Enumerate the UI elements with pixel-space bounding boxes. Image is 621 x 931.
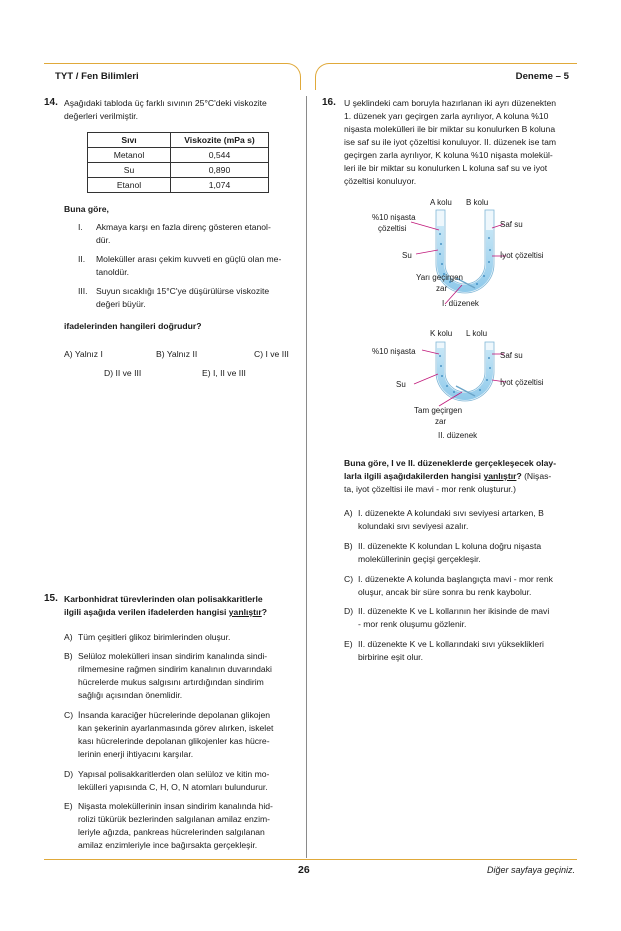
fig2-right-arm-label: L kolu: [466, 329, 488, 338]
q16-question-end: ?: [516, 471, 522, 481]
q14-statement-num: II.: [78, 254, 86, 264]
q16-stem-line: leri ile bir miktar su konulurken L koluna saf su ve iyot: [344, 163, 548, 173]
q16-option-a[interactable]: [344, 507, 576, 535]
q16-number: 16.: [322, 97, 336, 108]
fig2-left-arm-label: K kolu: [430, 329, 453, 338]
q16-question-line2: [344, 470, 551, 483]
fig1-water-label: Su: [402, 251, 412, 260]
q15-number: 15.: [44, 593, 58, 604]
option-letter: E): [344, 639, 353, 649]
q15-stem-line2: [64, 606, 267, 619]
q16-question-emphasis: yanlıştır: [483, 471, 517, 481]
q14-lead: Buna göre,: [64, 204, 109, 214]
table-row: [88, 163, 269, 178]
fig1-caption: I. düzenek: [442, 299, 479, 308]
q16-note: ta, iyot çözeltisi ile mavi - mor renk oluşturur.): [344, 484, 516, 494]
fig2-iodine-label: İyot çözeltisi: [500, 378, 544, 387]
q14-question: ifadelerinden hangileri doğrudur?: [64, 321, 202, 331]
header-title: TYT / Fen Bilimleri: [55, 71, 139, 82]
q14-statement-num: III.: [78, 286, 88, 296]
option-text: amilaz enzimleriyle ince bağırsakta gerçekleşir.: [78, 840, 258, 850]
q14-option-e[interactable]: E) I, II ve III: [202, 368, 246, 378]
table-row: [88, 148, 269, 163]
u-tube-2: [436, 342, 494, 401]
column-divider: [306, 96, 307, 858]
q14-statement-line: Akmaya karşı en fazla direnç gösteren etanol-: [96, 222, 271, 232]
q16-stem-line: geçirgen zarla ayrılıyor, K koluna %10 nişasta molekül-: [344, 150, 553, 160]
q16-option-c[interactable]: [344, 573, 576, 601]
fig2-starch-label: %10 nişasta: [372, 347, 416, 356]
fig2-membrane-label-1: Tam geçirgen: [414, 406, 463, 415]
table-cell: 1,074: [171, 178, 269, 193]
table-cell: Metanol: [88, 148, 171, 163]
option-text: kası hücrelerinde depolanan glikojenler kas hücre-: [78, 736, 270, 746]
q15-stem-line1: Karbonhidrat türevlerinden olan polisakkaritlerle: [64, 594, 263, 604]
q14-statement-line: değeri büyür.: [96, 299, 146, 309]
q14-option-a[interactable]: A) Yalnız I: [64, 349, 103, 359]
q16-note-start: (Nişas-: [521, 471, 552, 481]
option-letter: D): [344, 606, 354, 616]
option-text: hücrelerde mukus salgısını artırdığından sindirim: [78, 677, 264, 687]
option-text: rolizi tükürük bezlerinden salgılanan amilaz enzim-: [78, 814, 271, 824]
table-cell: Su: [88, 163, 171, 178]
option-text: moleküllerinin geçişi gerçekleşir.: [358, 554, 481, 564]
table-header-row: [88, 133, 269, 148]
option-letter: B): [344, 541, 353, 551]
q16-question-line1: Buna göre, I ve II. düzeneklerde gerçekleşecek olay-: [344, 458, 557, 468]
option-text: leriyle ağızda, pankreas hücrelerinden salgılanan: [78, 827, 265, 837]
q14-statement-num: I.: [78, 222, 83, 232]
next-page-note: Diğer sayfaya geçiniz.: [486, 865, 575, 875]
q15-stem-text: ilgili aşağıda verilen ifadelerden hangisi: [64, 607, 229, 617]
q14-statement-line: Moleküller arası çekim kuvveti en güçlü olan me-: [96, 254, 282, 264]
q14-option-d[interactable]: D) II ve III: [104, 368, 142, 378]
q14-statement-line: tanoldür.: [96, 267, 129, 277]
option-text: - mor renk oluşumu gözlenir.: [358, 619, 467, 629]
q14-statement-line: Suyun sıcaklığı 15°C'ye düşürülürse viskozite: [96, 286, 270, 296]
table-cell: Etanol: [88, 178, 171, 193]
table-cell: 0,544: [171, 148, 269, 163]
q15-stem-emphasis: yanlıştır: [228, 607, 262, 617]
table-cell: 0,890: [171, 163, 269, 178]
option-letter: A): [64, 632, 73, 642]
q16-stem-line: U şeklindeki cam boruyla hazırlanan iki ayrı düzenekten: [344, 98, 557, 108]
option-text: birbirine eşit olur.: [358, 652, 423, 662]
q16-stem-line: çözeltisi konuluyor.: [344, 176, 417, 186]
q16-stem-line: ise saf su ile iyot çözeltisi konuluyor. II. düzenek ise tam: [344, 137, 557, 147]
q15-option-e[interactable]: [64, 800, 296, 854]
option-text: İnsanda karaciğer hücrelerinde depolanan glikojen: [78, 710, 271, 720]
fig1-iodine-label: İyot çözeltisi: [500, 251, 544, 260]
header-exam: Deneme – 5: [515, 71, 569, 82]
q14-option-c[interactable]: C) I ve III: [254, 349, 289, 359]
fig1-left-arm-label: A kolu: [430, 198, 452, 207]
q14-statement-line: dür.: [96, 235, 111, 245]
fig1-membrane-label-2: zar: [436, 284, 448, 293]
fig2-caption: II. düzenek: [438, 431, 478, 440]
option-letter: E): [64, 801, 73, 811]
option-text: II. düzenekte K kolundan L koluna doğru nişasta: [358, 541, 542, 551]
viscosity-table: [87, 132, 269, 193]
fig1-starch-label-1: %10 nişasta: [372, 213, 416, 222]
option-text: I. düzenekte A kolundaki sıvı seviyesi artarken, B: [358, 508, 544, 518]
q15-option-d[interactable]: [64, 768, 296, 796]
q14-stem-line2: değerleri verilmiştir.: [64, 111, 139, 121]
footer-rule: [44, 859, 577, 860]
option-text: lekülleri yapısında C, H, O, N atomları bulundurur.: [78, 782, 268, 792]
option-letter: A): [344, 508, 353, 518]
table-header: Sıvı: [88, 133, 171, 148]
option-text: II. düzenekte K ve L kollarının her ikisinde de mavi: [358, 606, 550, 616]
option-text: Selüloz molekülleri insan sindirim kanalında sindi-: [78, 651, 268, 661]
page-number: 26: [298, 864, 310, 876]
q15-option-c[interactable]: [64, 709, 296, 763]
q16-question-text: larla ilgili aşağıdakilerden hangisi: [344, 471, 484, 481]
option-text: lerinin enerji ihtiyacını karşılar.: [78, 749, 194, 759]
option-letter: D): [64, 769, 74, 779]
fig1-membrane-label-1: Yarı geçirgen: [416, 273, 463, 282]
q14-number: 14.: [44, 97, 58, 108]
q14-stem-line1: Aşağıdaki tabloda üç farklı sıvının 25°C'deki viskozite: [64, 98, 267, 108]
option-text: kolundaki sıvı seviyesi azalır.: [358, 521, 469, 531]
table-row: [88, 178, 269, 193]
q16-option-b[interactable]: [344, 540, 576, 568]
option-letter: C): [64, 710, 74, 720]
option-letter: B): [64, 651, 73, 661]
q16-option-d[interactable]: [344, 605, 576, 633]
option-text: I. düzenekte A kolunda başlangıçta mavi - mor renk: [358, 574, 553, 584]
q15-option-b[interactable]: [64, 650, 296, 704]
option-text: kan şekerinin ayarlanmasında görev alırken, iskelet: [78, 723, 274, 733]
option-text: oluşur, ancak bir süre sonra bu renk kaybolur.: [358, 587, 532, 597]
option-text: rilmemesine rağmen sindirim kanalının duvarındaki: [78, 664, 272, 674]
q16-stem-line: nişasta molekülleri ile bir miktar su konulurken B koluna: [344, 124, 556, 134]
fig1-right-arm-label: B kolu: [466, 198, 489, 207]
q15-stem-end: ?: [261, 607, 267, 617]
table-header: Viskozite (mPa s): [171, 133, 269, 148]
option-text: Nişasta moleküllerinin insan sindirim kanalında hid-: [78, 801, 273, 811]
q16-option-e[interactable]: [344, 638, 576, 666]
fig2-pure-water-label: Saf su: [500, 351, 523, 360]
option-letter: C): [344, 574, 354, 584]
q14-option-b[interactable]: B) Yalnız II: [156, 349, 198, 359]
fig2-water-label: Su: [396, 380, 406, 389]
q16-stem-line: 1. düzenek yarı geçirgen zarla ayrılıyor, A koluna %10: [344, 111, 549, 121]
option-text: II. düzenekte K ve L kollarındaki sıvı yükseklikleri: [358, 639, 544, 649]
option-text: sağlığı açısından önemlidir.: [78, 690, 183, 700]
fig2-membrane-label-2: zar: [435, 417, 447, 426]
option-text: Tüm çeşitleri glikoz birimlerinden oluşur.: [78, 632, 231, 642]
fig1-starch-label-2: çözeltisi: [378, 224, 407, 233]
option-text: Yapısal polisakkaritlerden olan selüloz ve kitin mo-: [78, 769, 270, 779]
q15-option-a[interactable]: [64, 631, 294, 645]
fig1-pure-water-label: Saf su: [500, 220, 523, 229]
